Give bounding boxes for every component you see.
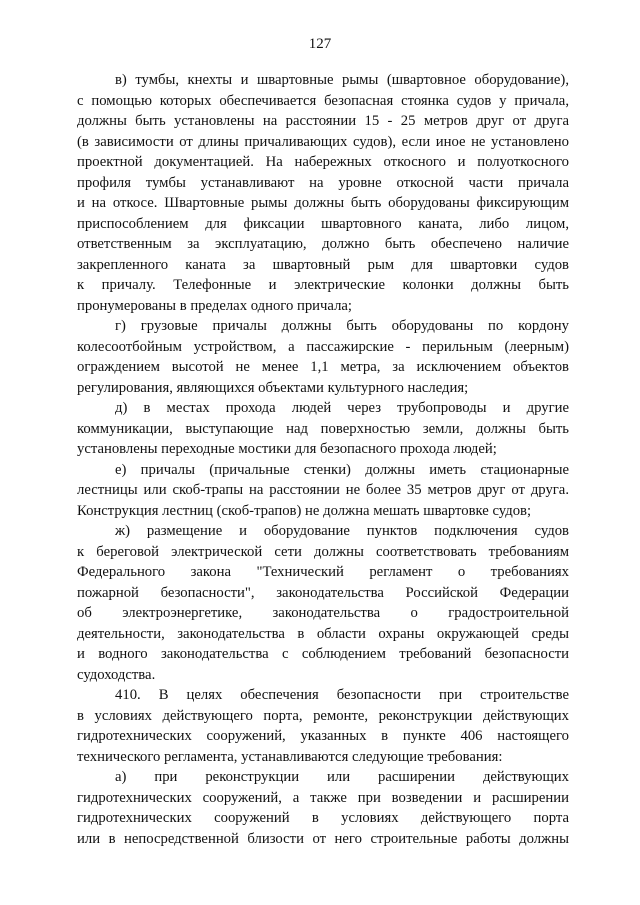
text-line: гидротехнических сооружений, а также при возведении и расширении — [77, 789, 569, 806]
text-line: к береговой электрической сети должны соответствовать требованиям — [77, 543, 569, 560]
text-line: гидротехнических сооружений, указанных в пункте 406 настоящего — [77, 728, 569, 744]
text-line: 410. В целях обеспечения безопасности при строительстве — [115, 687, 569, 703]
text-line: деятельности, законодательства в области охраны окружающей среды — [77, 625, 569, 642]
text-line: об электроэнергетике, законодательства о градостроительной — [77, 605, 569, 621]
paragraph — [77, 70, 569, 316]
paragraph — [77, 398, 569, 460]
text-line: ж) размещение и оборудование пунктов подключения судов — [115, 523, 569, 539]
text-line: в условиях действующего порта, ремонте, реконструкции действующих — [77, 707, 569, 724]
text-line: д) в местах прохода людей через трубопроводы и другие — [115, 400, 569, 416]
paragraph — [77, 460, 569, 522]
text-line: профиля тумбы устанавливают на уровне откосной части причала — [77, 174, 569, 191]
text-line: установлены переходные мостики для безопасного прохода людей; — [77, 441, 497, 457]
paragraph — [77, 521, 569, 685]
text-line: г) грузовые причалы должны быть оборудованы по кордону — [115, 318, 569, 334]
text-line: судоходства. — [77, 666, 156, 683]
text-line: а) при реконструкции или расширении действующих — [115, 769, 569, 785]
text-line: в) тумбы, кнехты и швартовные рымы (швартовное оборудование), — [115, 72, 569, 88]
text-line: Федерального закона "Технический регламент о требованиях — [77, 564, 569, 580]
text-line: е) причалы (причальные стенки) должны иметь стационарные — [115, 461, 569, 478]
text-line: ответственным за эксплуатацию, должно быть обеспечено наличие — [77, 236, 569, 252]
text-line: гидротехнических сооружений в условиях действующего порта — [77, 810, 569, 826]
text-line: должны быть установлены на расстоянии 15 - 25 метров друг от друга — [77, 113, 569, 129]
text-line: регулирования, являющихся объектами культурного наследия; — [77, 379, 469, 396]
text-line: закрепленного каната за швартовный рым для швартовки судов — [77, 256, 569, 273]
text-line: и на откосе. Швартовные рымы должны быть оборудованы фиксирующим — [77, 195, 569, 211]
text-line: пронумерованы в пределах одного причала; — [77, 297, 353, 314]
text-line: (в зависимости от длины причаливающих судов), если иное не установлено — [77, 133, 569, 150]
paragraph — [77, 316, 569, 398]
text-line: лестницы или скоб-трапы на расстоянии не более 35 метров друг от друга. — [77, 482, 569, 498]
text-line: или в непосредственной близости от него строительные работы должны — [77, 830, 569, 847]
text-line: технического регламента, устанавливаются следующие требования: — [77, 748, 503, 765]
paragraph — [77, 767, 569, 849]
text-line: коммуникации, выступающие над поверхностью земли, должны быть — [77, 420, 569, 437]
text-line: ограждением высотой не менее 1,1 метра, за исключением объектов — [77, 359, 569, 375]
page-number: 127 — [308, 36, 332, 52]
text-line: и водного законодательства с соблюдением требований безопасности — [77, 646, 569, 662]
text-line: проектной документацией. На набережных откосного и полуоткосного — [77, 154, 569, 170]
document-body — [77, 70, 569, 849]
text-line: пожарной безопасности", законодательства Российской Федерации — [77, 584, 569, 601]
text-line: приспособлением для фиксации швартовного каната, либо лицом, — [77, 215, 569, 232]
text-line: Конструкция лестниц (скоб-трапов) не должна мешать швартовке судов; — [77, 502, 532, 519]
text-line: колесоотбойным устройством, а пассажирские - перильным (леерным) — [77, 338, 569, 355]
paragraph — [77, 685, 569, 767]
text-line: к причалу. Телефонные и электрические колонки должны быть — [77, 277, 569, 293]
text-line: с помощью которых обеспечивается безопасная стоянка судов у причала, — [77, 92, 569, 109]
